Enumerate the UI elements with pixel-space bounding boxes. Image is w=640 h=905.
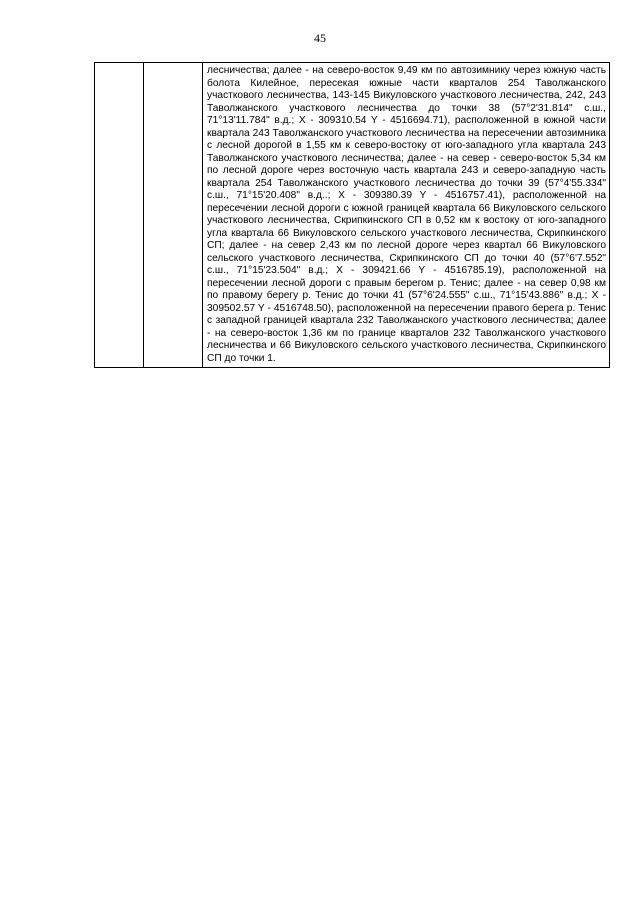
page-number: 45 [314, 31, 326, 45]
table-row [95, 63, 610, 368]
boundary-description-table [94, 62, 610, 368]
boundary-description-cell: лесничества; далее - на северо-восток 9,49 км по автозимнику через южную часть болота Килейное, пересекая южные части кварталов 254 Таволжанского участкового лесничества, 143-145 Викуловского участкового лесничества, 242, 243 Таволжанского участкового лесничества до точки 38 (57°2'31.814" с.ш., 71°13'11.784" в.д.; X - 309310.54 Y - 4516694.71), расположенной в южной части квартала 243 Таволжанского участкового лесничества на пересечении автозимника с лесной дорогой в 1,55 км к северо-востоку от юго-западного угла квартала 243 Таволжанского участкового лесничества; далее - на север - северо-восток 5,34 км по лесной дороге через восточную часть квартала 243 и северо-западную часть квартала 254 Таволжанского участкового лесничества до точки 39 (57°4'55.334" с.ш., 71°15'20.408" в.д..; X - 309380.39 Y - 4516757.41), расположенной на пересечении лесной дороги с южной границей квартала 66 Викуловского сельского участкового лесничества, Скрипкинского СП в 0,52 км к востоку от юго-западного угла квартала 66 Викуловского сельского участкового лесничества, Скрипкинского СП; далее - на север 2,43 км по лесной дороге через квартал 66 Викуловского сельского участкового лесничества, Скрипкинского СП до точки 40 (57°6'7.552" с.ш., 71°15'23.504" в.д.; X - 309421.66 Y - 4516785.19), расположенной на пересечении лесной дороги с правым берегом р. Тенис; далее - на север 0,98 км по правому берегу р. Тенис до точки 41 (57°6'24.555" с.ш., 71°15'43.886" в.д.; X - 309502.57 Y - 4516748.50), расположенной на пересечении правого берега р. Тенис с западной границей квартала 232 Таволжанского участкового лесничества; далее - на северо-восток 1,36 км по границе кварталов 232 Таволжанского участкового лесничества и 66 Викуловского сельского участкового лесничества, Скрипкинского СП до точки 1. [203, 63, 610, 368]
table-cell-empty-second [144, 63, 203, 368]
table-cell-empty-first [95, 63, 144, 368]
